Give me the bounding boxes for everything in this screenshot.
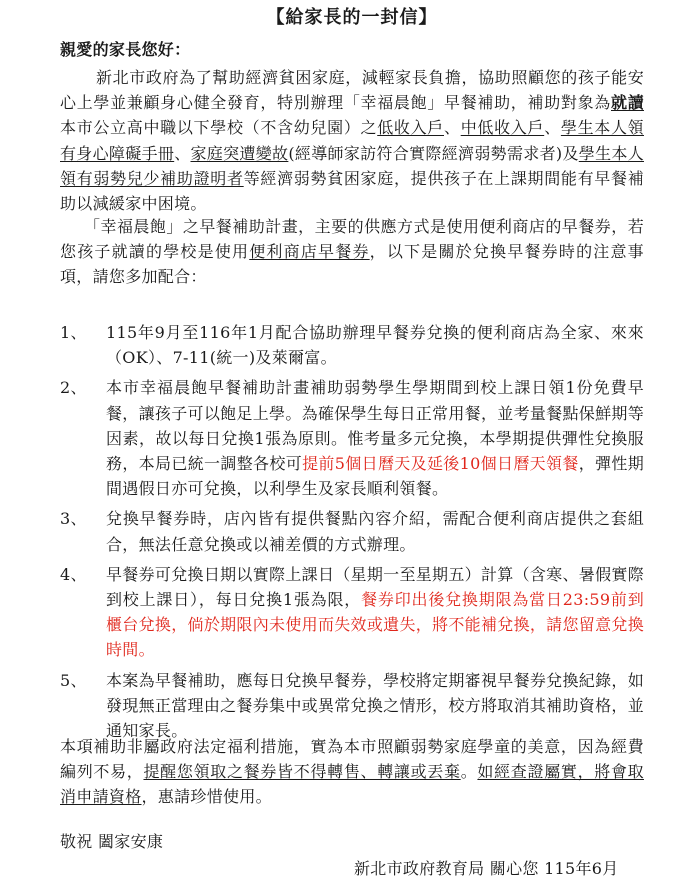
item-number: 2、 bbox=[60, 378, 87, 398]
list-item bbox=[60, 375, 644, 501]
voucher-type-emphasis: 便利商店早餐券 bbox=[249, 242, 370, 262]
greeting: 親愛的家長您好： bbox=[60, 40, 191, 59]
intro-text: (經導師家訪符合實際經濟弱勢需求者)及 bbox=[288, 143, 579, 163]
separator: 。 bbox=[460, 762, 478, 782]
eligibility-low-income: 低收入戶 bbox=[377, 118, 444, 138]
intro-text: 新北市政府為了幫助經濟貧困家庭，減輕家長負擔，協助照顧您的孩子能安心上學並兼顧身心健全發育，特別辦理「幸福晨飽」早餐補助，補助對象為 bbox=[60, 68, 644, 113]
deadline-emphasis: 餐券印出後兌換期限為當日23:59前到櫃台兌換，倘於期限內未使用而失效或遺失，將不能補兌換，請您留意兌換時間。 bbox=[106, 590, 644, 660]
eligibility-mid-low-income: 中低收入戶 bbox=[460, 118, 545, 138]
eligibility-disadvantaged-children: 學生本人領有弱勢兒少補助證明者 bbox=[60, 143, 644, 188]
list-item bbox=[60, 506, 644, 556]
eligibility-family-hardship: 家庭突遭變故 bbox=[190, 143, 289, 163]
policy-text: ，惠請珍惜使用。 bbox=[141, 787, 272, 807]
item-text: 本案為早餐補助，應每日兌換早餐券，學校將定期審視早餐券兌換紀錄，如發現無正當理由之餐券集中或異常兌換之情形，校方將取消其補助資格，並通知家長。 bbox=[106, 670, 644, 741]
item-text: 早餐券可兌換日期以實際上課日（星期一至星期五）計算（含寒、暑假實際到校上課日），每日兌換1張為限， bbox=[106, 564, 644, 610]
list-item bbox=[60, 668, 644, 744]
separator: 、 bbox=[174, 143, 191, 163]
list-item bbox=[60, 562, 644, 663]
revocation-emphasis: 如經查證屬實，將會取消申請資格 bbox=[60, 762, 644, 807]
item-text: 115年9月至116年1月配合協助辦理早餐券兌換的便利商店為全家、來來（OK）、7-11(統一)及萊爾富。 bbox=[106, 323, 644, 368]
item-text: 本市幸福晨飽早餐補助計畫補助弱勢學生學期間到校上課日領1份免費早餐，讓孩子可以飽足上學。為確保學生每日正常用餐，並考量餐點保鮮期等因素，故以每日兌換1張為原則。惟考量多元兌換，本學期提供彈性兌換服務，本局已統一調整各校可 bbox=[106, 378, 644, 474]
eligibility-disability: 學生本人領有身心障礙手冊 bbox=[60, 118, 644, 163]
signature: 新北市政府教育局 關心您 115年6月 bbox=[354, 859, 619, 878]
letter-title: 【給家長的一封信】 bbox=[266, 7, 438, 28]
no-resale-emphasis: 提醒您領取之餐券皆不得轉售、轉讓或丟棄 bbox=[143, 762, 461, 782]
separator: 、 bbox=[544, 118, 561, 138]
policy-text: 本項補助非屬政府法定福利措施，實為本市照顧弱勢家庭學童的美意，因為經費編列不易， bbox=[60, 737, 644, 782]
notice-list bbox=[60, 320, 644, 743]
intro-text: 等經濟弱勢貧困家庭，提供孩子在上課期間能有早餐補助以減緩家中困境。 bbox=[60, 168, 644, 214]
item-number: 4、 bbox=[60, 564, 87, 584]
enrolled-emphasis: 就讀 bbox=[611, 93, 644, 113]
voucher-text: ，以下是關於兌換早餐券時的注意事項，請您多加配合： bbox=[60, 242, 644, 287]
intro-text: 本市公立高中職以下學校（不含幼兒園）之 bbox=[60, 118, 378, 138]
flexible-period-emphasis: 提前5個日曆天及延後10個日曆天領餐 bbox=[302, 454, 579, 474]
item-number: 1、 bbox=[60, 323, 87, 342]
item-number: 3、 bbox=[60, 509, 87, 529]
separator: 、 bbox=[444, 118, 461, 138]
policy-paragraph bbox=[60, 734, 644, 810]
item-text: 兌換早餐券時，店內皆有提供餐點內容介紹，需配合便利商店提供之套組合，無法任意兌換或以補差價的方式辦理。 bbox=[106, 509, 644, 554]
list-item bbox=[60, 320, 644, 370]
voucher-text: 「幸福晨飽」之早餐補助計畫，主要的供應方式是使用便利商店的早餐券，若您孩子就讀的學校是使用 bbox=[60, 217, 644, 262]
item-number: 5、 bbox=[60, 670, 87, 690]
intro-paragraph bbox=[60, 65, 644, 216]
closing-salutation: 敬祝 闔家安康 bbox=[60, 832, 164, 851]
voucher-paragraph bbox=[60, 214, 644, 290]
item-text: ，彈性期間遇假日亦可兌換，以利學生及家長順利領餐。 bbox=[106, 454, 645, 499]
